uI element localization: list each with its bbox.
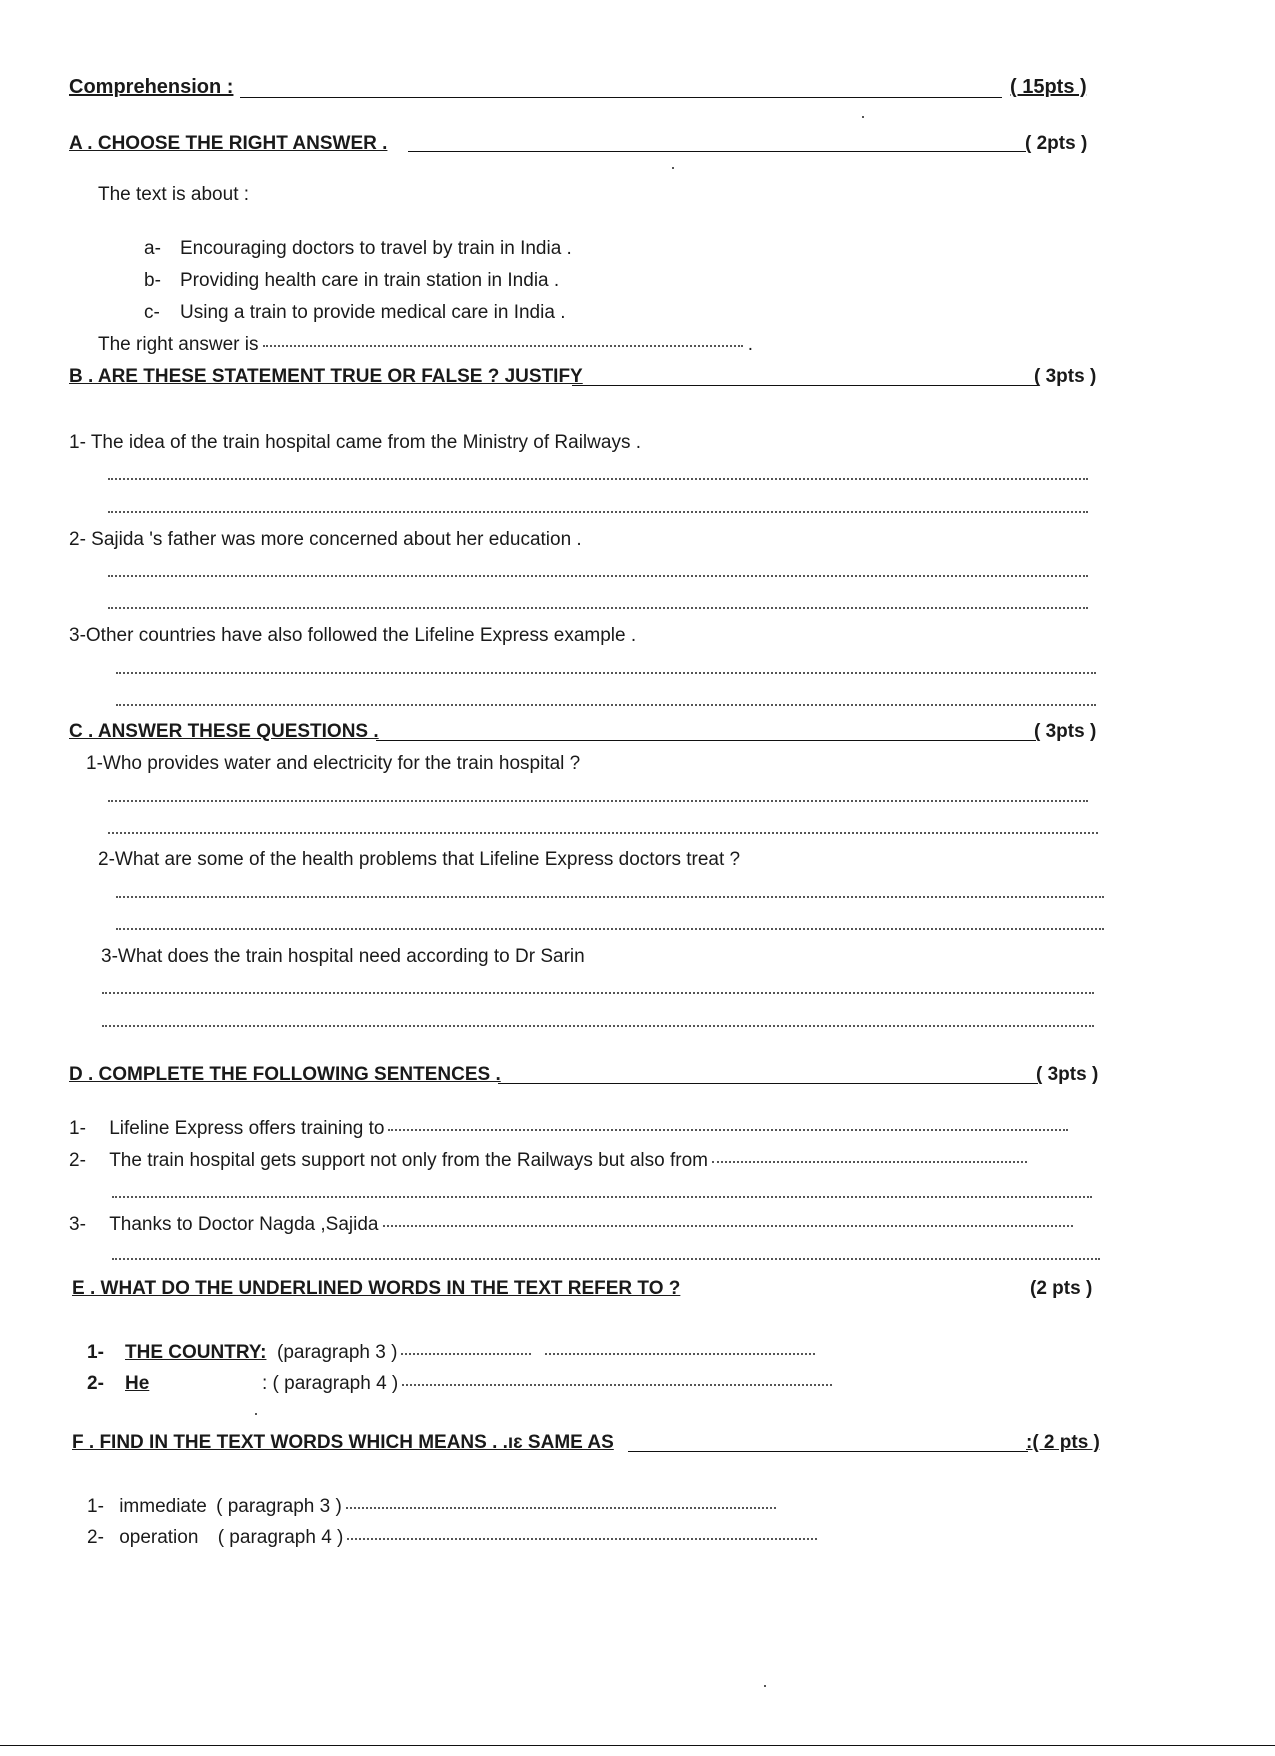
answer-blank[interactable] <box>401 1353 531 1355</box>
section-e-points: (2 pts ) <box>1030 1278 1093 1299</box>
answer-blank[interactable] <box>102 1025 1094 1027</box>
answer-blank[interactable] <box>108 511 1088 513</box>
answer-blank[interactable] <box>545 1353 815 1355</box>
section-f-points: :( 2 pts ) <box>1026 1432 1100 1453</box>
section-a-title: A . CHOOSE THE RIGHT ANSWER . <box>69 133 388 154</box>
answer-blank[interactable] <box>108 607 1088 609</box>
section-d-points: ( 3pts ) <box>1036 1064 1099 1085</box>
item-text: Thanks to Doctor Nagda ,Sajida <box>109 1214 379 1235</box>
option-a-text: Encouraging doctors to travel by train in India . <box>180 238 572 259</box>
answer-blank[interactable] <box>116 896 1104 898</box>
refer-item-1-ref: (paragraph 3 ) <box>277 1342 398 1363</box>
item-marker: 2- <box>87 1527 104 1548</box>
answer-blank[interactable] <box>116 672 1096 674</box>
refer-item-2-line <box>262 1373 832 1395</box>
synonym-word: immediate <box>119 1496 207 1517</box>
section-c-title: C . ANSWER THESE QUESTIONS . <box>69 721 379 742</box>
item-text: The train hospital gets support not only from the Railways but also from <box>109 1150 708 1171</box>
answer-blank[interactable] <box>108 832 1098 834</box>
refer-item-2-marker: 2- <box>87 1373 104 1394</box>
answer-blank[interactable] <box>112 1196 1092 1198</box>
answer-blank[interactable] <box>388 1129 1068 1131</box>
bottom-edge-rule <box>0 1745 1275 1746</box>
complete-item-1 <box>69 1118 1068 1140</box>
answer-blank[interactable] <box>108 575 1088 577</box>
answer-blank[interactable] <box>112 1258 1100 1260</box>
scan-speck <box>862 116 864 118</box>
section-b-rule <box>572 385 1038 386</box>
answer-prompt: The right answer is <box>98 334 259 355</box>
answer-blank[interactable] <box>712 1161 1027 1163</box>
answer-blank[interactable] <box>346 1507 776 1509</box>
section-a-points: ( 2pts ) <box>1025 133 1088 154</box>
refer-item-2-word: He <box>125 1373 150 1394</box>
answer-blank[interactable] <box>116 704 1096 706</box>
scan-speck <box>764 1685 766 1687</box>
answer-blank[interactable] <box>108 800 1088 802</box>
item-marker: 3- <box>69 1214 86 1235</box>
option-c-marker: c- <box>144 302 160 323</box>
synonym-item-1 <box>87 1496 776 1518</box>
answer-blank[interactable] <box>116 928 1104 930</box>
answer-blank[interactable] <box>102 992 1094 994</box>
section-c-points: ( 3pts ) <box>1034 721 1097 742</box>
section-a-rule <box>408 151 1026 152</box>
scan-speck <box>255 1413 257 1415</box>
section-b-title: B . ARE THESE STATEMENT TRUE OR FALSE ? JUSTIFY <box>69 366 583 387</box>
section-a-intro: The text is about : <box>98 184 250 205</box>
section-f-title: F . FIND IN THE TEXT WORDS WHICH MEANS . .ıɛ SAME AS <box>72 1432 614 1453</box>
option-b-text: Providing health care in train station in India . <box>180 270 560 291</box>
complete-item-3 <box>69 1214 1073 1236</box>
section-d-rule <box>498 1083 1038 1084</box>
complete-item-2 <box>69 1150 1027 1172</box>
title-rule <box>240 97 1002 98</box>
refer-item-2-ref: : ( paragraph 4 ) <box>262 1373 399 1394</box>
section-e-title: E . WHAT DO THE UNDERLINED WORDS IN THE TEXT REFER TO ? <box>72 1278 681 1299</box>
synonym-word: operation <box>119 1527 199 1548</box>
option-b-marker: b- <box>144 270 161 291</box>
synonym-ref: ( paragraph 4 ) <box>217 1527 344 1548</box>
tf-statement-2: 2- Sajida 's father was more concerned about her education . <box>69 529 582 550</box>
tf-statement-3: 3-Other countries have also followed the Lifeline Express example . <box>69 625 637 646</box>
question-2: 2-What are some of the health problems that Lifeline Express doctors treat ? <box>98 849 741 870</box>
scan-speck <box>672 167 674 169</box>
refer-item-1-line <box>277 1342 815 1364</box>
refer-item-1-word: THE COUNTRY: <box>125 1342 267 1363</box>
answer-line <box>98 334 753 356</box>
synonym-ref: ( paragraph 3 ) <box>216 1496 342 1517</box>
answer-blank[interactable] <box>383 1225 1073 1227</box>
answer-blank[interactable] <box>347 1538 817 1540</box>
tf-statement-1: 1- The idea of the train hospital came from the Ministry of Railways . <box>69 432 642 453</box>
total-points: ( 15pts ) <box>1010 76 1087 98</box>
section-b-points: ( 3pts ) <box>1034 366 1097 387</box>
refer-item-1-marker: 1- <box>87 1342 104 1363</box>
item-marker: 2- <box>69 1150 86 1171</box>
item-text: Lifeline Express offers training to <box>109 1118 385 1139</box>
answer-blank[interactable] <box>108 478 1088 480</box>
answer-blank[interactable] <box>263 345 743 347</box>
option-a-marker: a- <box>144 238 161 259</box>
section-d-title: D . COMPLETE THE FOLLOWING SENTENCES . <box>69 1064 501 1085</box>
item-marker: 1- <box>87 1496 104 1517</box>
synonym-item-2 <box>87 1527 817 1549</box>
option-c-text: Using a train to provide medical care in India . <box>180 302 566 323</box>
section-c-rule <box>376 740 1036 741</box>
question-1: 1-Who provides water and electricity for the train hospital ? <box>86 753 581 774</box>
page-title: Comprehension : <box>69 76 234 98</box>
answer-blank[interactable] <box>402 1384 832 1386</box>
section-f-rule <box>628 1451 1028 1452</box>
answer-end: . <box>747 334 754 355</box>
item-marker: 1- <box>69 1118 86 1139</box>
question-3: 3-What does the train hospital need according to Dr Sarin <box>101 946 585 967</box>
